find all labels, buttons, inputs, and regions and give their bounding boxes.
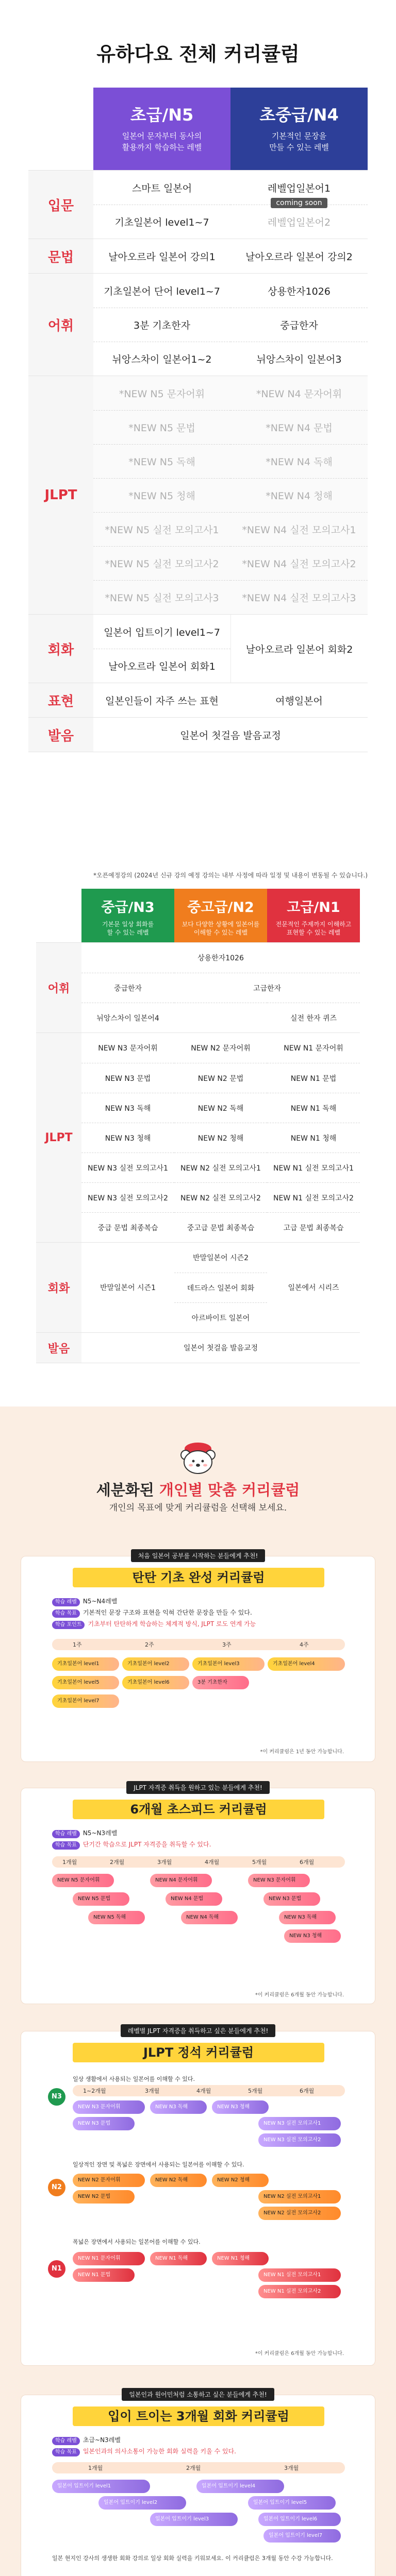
course-label: 레벨업일본어2 <box>267 217 331 228</box>
course-cell[interactable]: 날아오르라 일본어 강의2 <box>245 251 353 263</box>
course-cell[interactable]: *NEW N4 문자어휘 <box>256 388 342 400</box>
course-cell[interactable]: NEW N2 문자어휘 <box>191 1044 251 1053</box>
course-pill[interactable]: 일본어 입트이기 level1 <box>52 2480 150 2493</box>
course-pill[interactable]: NEW N3 청해 <box>212 2100 269 2114</box>
course-pill[interactable]: 일본어 입트이기 level6 <box>258 2513 341 2526</box>
course-cell[interactable]: 고급한자 <box>174 973 360 1003</box>
curriculum-table-advanced <box>36 889 360 1363</box>
card-footnote: *이 커리큘럼은 1년 동안 가능합니다. <box>260 1749 344 1755</box>
course-cell[interactable]: NEW N3 문자어휘 <box>98 1044 158 1053</box>
level-desc: 일상 생활에서 사용되는 일본어를 이해할 수 있다. <box>73 2076 195 2082</box>
course-pill[interactable]: NEW N2 실전 모의고사1 <box>258 2190 341 2204</box>
course-cell[interactable]: 고급 문법 최종복습 <box>267 1212 360 1242</box>
card-footnote: *이 커리큘럼은 6개월 동안 가능합니다. <box>255 1992 344 1998</box>
timeline-label: 3개월 <box>145 2088 160 2094</box>
course-pill[interactable]: 일본어 입트이기 level5 <box>248 2496 336 2510</box>
course-pill[interactable]: 기초일본어 level6 <box>122 1676 189 1689</box>
timeline-label: 2개월 <box>186 2465 201 2471</box>
course-cell[interactable]: NEW N2 청해 <box>174 1123 267 1153</box>
info-key: 학습 레벨 <box>52 2437 80 2445</box>
timeline-label: 3주 <box>222 1641 232 1648</box>
course-pill[interactable]: NEW N3 독해 <box>150 2100 207 2114</box>
card-banner: 6개월 초스피드 커리큘럼 <box>73 1800 324 1819</box>
header-blank <box>28 88 93 170</box>
course-cell[interactable]: NEW N2 실전 모의고사1 <box>174 1153 267 1182</box>
bear-mascot-icon <box>178 1442 218 1476</box>
curriculum-card-speed <box>21 1784 375 2004</box>
course-pill[interactable]: NEW N4 독해 <box>181 1911 238 1924</box>
course-cell[interactable]: *NEW N5 실전 모의고사2 <box>93 546 230 580</box>
course-cell[interactable]: NEW N1 문자어휘 <box>284 1044 343 1053</box>
course-cell[interactable]: 3분 기초한자 <box>93 308 230 342</box>
info-value: 초급~N3레벨 <box>82 2436 121 2444</box>
course-cell[interactable]: 날아오르라 일본어 강의1 <box>108 251 216 263</box>
timeline-header <box>52 2462 345 2473</box>
timeline-header <box>52 1856 345 1868</box>
course-cell[interactable]: 일본어 입트이기 level1~7 <box>104 626 220 638</box>
info-key: 학습 목표 <box>52 1841 80 1850</box>
course-pill[interactable]: 3분 기초한자 <box>192 1676 249 1689</box>
course-cell[interactable]: *NEW N5 문자어휘 <box>119 388 205 400</box>
timeline-label: 3개월 <box>157 1859 172 1866</box>
course-pill[interactable]: NEW N3 문자어휘 <box>73 2100 145 2114</box>
timeline-header <box>73 2085 345 2096</box>
timeline-label: 3개월 <box>284 2465 299 2471</box>
curriculum-table-beginner <box>28 88 368 752</box>
course-cell[interactable]: *NEW N5 독해 <box>93 444 230 478</box>
course-cell[interactable]: 중급한자 <box>230 308 368 342</box>
course-cell[interactable]: *NEW N5 실전 모의고사3 <box>93 580 230 614</box>
card-footnote: 일본 현지인 강사의 생생한 회화 강의로 일상 회화 실력을 키워보세요. 이 커리큘럼은 3개월 동안 수강 가능합니다. <box>52 2555 333 2562</box>
column-title: 중고급/N2 <box>187 900 254 916</box>
title-prefix: 세분화된 <box>96 1481 159 1499</box>
course-cell[interactable]: NEW N1 청해 <box>267 1123 360 1153</box>
course-pill[interactable]: 기초일본어 level7 <box>52 1694 119 1708</box>
row-expression <box>28 683 368 717</box>
timeline-label: 1주 <box>73 1641 82 1648</box>
course-pill[interactable]: 기초일본어 level3 <box>192 1657 265 1671</box>
timeline-label: 2개월 <box>110 1859 125 1866</box>
timeline-label: 4주 <box>300 1641 309 1648</box>
course-cell[interactable]: 일본어 첫걸음 발음교정 <box>183 1344 258 1352</box>
info-value: 기초부터 탄탄하게 학습하는 체계적 방식, JLPT 로도 연계 가능 <box>88 1620 256 1628</box>
course-cell[interactable]: 뉘앙스차이 일본어1~2 <box>93 342 230 376</box>
course-cell[interactable]: *NEW N5 문법 <box>93 410 230 444</box>
course-pill[interactable]: NEW N3 문자어휘 <box>248 1874 310 1887</box>
column-title: 초중급/N4 <box>259 105 339 125</box>
course-cell[interactable]: 반말일본어 시즌1 <box>100 1284 156 1292</box>
course-pill[interactable]: 기초일본어 level4 <box>268 1657 345 1671</box>
title-accent: 개인별 맞춤 커리큘럼 <box>159 1481 300 1499</box>
column-desc: 보다 다양한 상황에 일본어를 이해할 수 있는 레벨 <box>182 921 260 937</box>
info-key: 학습 목표 <box>52 2448 80 2456</box>
course-cell[interactable]: NEW N2 문법 <box>174 1063 267 1093</box>
course-pill[interactable]: NEW N5 문법 <box>73 1892 129 1906</box>
course-cell[interactable]: NEW N3 실전 모의고사1 <box>81 1153 174 1182</box>
course-pill[interactable]: 기초일본어 level1 <box>52 1657 119 1671</box>
course-cell[interactable]: 상용한자1026 <box>268 285 331 297</box>
course-cell[interactable]: 뉘앙스차이 일본어3 <box>230 342 368 376</box>
course-pill[interactable]: NEW N1 실전 모의고사1 <box>258 2268 341 2282</box>
timeline-label: 4개월 <box>205 1859 220 1866</box>
table-header <box>28 88 368 170</box>
row-vocab <box>36 942 360 1032</box>
course-cell[interactable]: *NEW N4 실전 모의고사3 <box>230 580 368 614</box>
column-desc: 일본어 문자부터 동사의 활용까지 학습하는 레벨 <box>122 131 202 152</box>
course-cell[interactable]: 날아오르라 일본어 회화1 <box>93 649 230 683</box>
category-label: 발음 <box>36 1333 81 1363</box>
card-banner: 탄탄 기초 완성 커리큘럼 <box>73 1568 324 1587</box>
course-cell[interactable]: 상용한자1026 <box>197 954 244 962</box>
info-value: 단기간 학습으로 JLPT 자격증을 취득할 수 있다. <box>82 1841 211 1848</box>
course-pill[interactable]: 일본어 입트이기 level4 <box>196 2480 284 2493</box>
column-desc: 기본문 일상 회화를 할 수 있는 레벨 <box>102 921 154 937</box>
course-cell[interactable]: *NEW N5 실전 모의고사1 <box>93 512 230 546</box>
level-badge: N3 <box>48 2088 65 2106</box>
course-cell[interactable]: 기초일본어 level1~7 <box>93 205 230 239</box>
course-pill[interactable]: NEW N5 독해 <box>88 1911 145 1924</box>
info-key: 학습 레벨 <box>52 1598 80 1606</box>
timeline-label: 6개월 <box>300 2088 315 2094</box>
course-pill[interactable]: NEW N2 문자어휘 <box>73 2174 145 2187</box>
course-pill[interactable]: NEW N3 청해 <box>284 1929 341 1943</box>
course-pill[interactable]: NEW N3 문법 <box>73 2117 135 2130</box>
course-cell[interactable]: 기초일본어 단어 level1~7 <box>104 285 220 297</box>
row-pronunciation <box>28 717 368 752</box>
column-title: 고급/N1 <box>287 900 340 916</box>
course-cell[interactable]: *NEW N4 독해 <box>230 444 368 478</box>
course-cell[interactable]: 일본에서 시리즈 <box>288 1284 339 1292</box>
card-tag: 레벨별 JLPT 자격증을 취득하고 싶은 분들에게 추천! <box>121 2024 276 2037</box>
timeline-label: 1~2개월 <box>83 2088 106 2094</box>
course-pill[interactable]: NEW N5 문자어휘 <box>52 1874 114 1887</box>
course-pill[interactable]: NEW N2 문법 <box>73 2190 135 2204</box>
course-cell[interactable]: NEW N3 청해 <box>81 1123 174 1153</box>
timeline-header <box>52 1639 345 1650</box>
info-value: N5~N3레벨 <box>82 1829 118 1837</box>
row-conversation <box>36 1242 360 1332</box>
course-cell[interactable]: 실전 한자 퀴즈 <box>267 1003 360 1032</box>
card-info <box>52 2434 236 2457</box>
course-cell[interactable]: NEW N1 문법 <box>267 1063 360 1093</box>
row-jlpt <box>28 376 368 614</box>
category-label: 어휘 <box>36 943 81 1032</box>
course-pill[interactable]: NEW N3 실전 모의고사2 <box>258 2133 341 2147</box>
category-label: 문법 <box>28 239 93 273</box>
course-pill[interactable]: NEW N2 실전 모의고사2 <box>258 2207 341 2220</box>
timeline-label: 5개월 <box>252 1859 267 1866</box>
card-info <box>52 1596 256 1630</box>
course-cell[interactable]: NEW N1 실전 모의고사1 <box>267 1153 360 1182</box>
category-label: JLPT <box>36 1033 81 1242</box>
category-label: 회화 <box>36 1243 81 1332</box>
course-cell[interactable]: *NEW N5 청해 <box>93 478 230 512</box>
course-pill[interactable]: 일본어 입트이기 level3 <box>150 2513 238 2526</box>
info-value: 기본적인 문장 구조와 표현을 익혀 간단한 문장을 만들 수 있다. <box>82 1609 252 1616</box>
course-cell[interactable]: NEW N1 실전 모의고사2 <box>267 1182 360 1212</box>
course-cell[interactable]: NEW N3 독해 <box>81 1093 174 1123</box>
course-pill[interactable]: 기초일본어 level2 <box>122 1657 189 1671</box>
curriculum-card-jlpt <box>21 2027 375 2366</box>
personal-curriculum-section <box>0 1406 396 2576</box>
row-pronunciation <box>36 1332 360 1363</box>
curriculum-card-basic <box>21 1552 375 1762</box>
course-pill[interactable]: 일본어 입트이기 level7 <box>263 2529 341 2543</box>
category-label: 발음 <box>28 718 93 752</box>
course-cell[interactable]: 스마트 일본어 <box>131 182 192 194</box>
info-key: 학습 목표 <box>52 1609 80 1618</box>
course-cell[interactable]: 아르바이트 일본어 <box>174 1302 267 1332</box>
curriculum-card-conversation <box>21 2391 375 2576</box>
row-intro <box>28 170 368 239</box>
course-cell[interactable]: 데드라스 일본어 회화 <box>174 1273 267 1302</box>
course-pill[interactable]: 기초일본어 level5 <box>52 1676 119 1689</box>
course-cell[interactable]: NEW N3 실전 모의고사2 <box>81 1182 174 1212</box>
level-desc: 일상적인 장면 및 폭넓은 장면에서 사용되는 일본어를 이해할 수 있다. <box>73 2161 244 2168</box>
course-pill[interactable]: NEW N1 문자어휘 <box>73 2252 145 2265</box>
course-pill[interactable]: NEW N3 독해 <box>279 1911 336 1924</box>
course-cell[interactable]: *NEW N4 문법 <box>230 410 368 444</box>
course-cell[interactable]: *NEW N4 청해 <box>230 478 368 512</box>
course-cell[interactable]: NEW N2 실전 모의고사2 <box>174 1182 267 1212</box>
footnote: *오픈예정강의 (2024년 신규 강의 예정 강의는 내부 사정에 따라 일정 및 내용이 변동될 수 있습니다.) <box>93 872 368 879</box>
course-pill[interactable]: NEW N4 문자어휘 <box>150 1874 212 1887</box>
timeline-label: 2주 <box>145 1641 154 1648</box>
course-pill[interactable]: NEW N4 문법 <box>166 1892 222 1906</box>
level-badge: N2 <box>48 2179 65 2196</box>
course-cell[interactable]: *NEW N4 실전 모의고사2 <box>230 546 368 580</box>
course-cell[interactable]: 중급한자 <box>81 973 174 1003</box>
category-label: JLPT <box>28 376 93 614</box>
card-banner: 입이 트이는 3개월 회화 커리큘럼 <box>73 2406 324 2426</box>
category-label: 회화 <box>28 615 93 683</box>
column-desc: 전문적인 주제까지 이해하고 표현할 수 있는 레벨 <box>275 921 352 937</box>
course-cell[interactable]: 일본어 첫걸음 발음교정 <box>180 730 281 741</box>
card-tag: 처음 일본어 공부를 시작하는 분들에게 추천! <box>131 1549 266 1562</box>
level-badge: N1 <box>48 2260 65 2278</box>
column-header-n2 <box>174 889 267 942</box>
course-pill[interactable]: NEW N2 독해 <box>150 2174 207 2187</box>
course-cell[interactable]: 날아오르라 일본어 회화2 <box>230 615 368 683</box>
card-banner: JLPT 정석 커리큘럼 <box>73 2043 324 2062</box>
curriculum-overview-beginner <box>0 0 396 889</box>
info-key: 학습 레벨 <box>52 1830 80 1838</box>
course-cell[interactable]: NEW N1 독해 <box>267 1093 360 1123</box>
course-pill[interactable]: NEW N3 실전 모의고사1 <box>258 2117 341 2130</box>
course-cell[interactable]: NEW N3 문법 <box>81 1063 174 1093</box>
course-cell[interactable]: 중급 문법 최종복습 <box>81 1212 174 1242</box>
column-title: 중급/N3 <box>101 900 155 916</box>
info-value: 일본인과의 의사소통이 가능한 회화 실력을 키울 수 있다. <box>82 2448 236 2455</box>
row-jlpt <box>36 1032 360 1242</box>
course-cell[interactable]: 중고급 문법 최종복습 <box>174 1212 267 1242</box>
column-desc: 기본적인 문장을 만들 수 있는 레벨 <box>269 131 329 152</box>
course-cell[interactable]: *NEW N4 실전 모의고사1 <box>230 512 368 546</box>
timeline-label: 5개월 <box>248 2088 263 2094</box>
course-pill[interactable]: NEW N1 실전 모의고사2 <box>258 2285 341 2298</box>
column-header-n5 <box>93 88 230 170</box>
timeline-label: 1개월 <box>62 1859 77 1866</box>
course-pill[interactable]: NEW N2 청해 <box>212 2174 269 2187</box>
coming-soon-badge: coming soon <box>271 198 327 208</box>
table-header <box>36 889 360 942</box>
card-tag: 일본인과 원어민처럼 소통하고 싶은 분들에게 추천! <box>122 2388 274 2401</box>
category-label: 표현 <box>28 683 93 717</box>
row-grammar <box>28 239 368 273</box>
column-header-n3 <box>81 889 174 942</box>
card-tag: JLPT 자격증 취득을 원하고 있는 분들에게 추천! <box>126 1781 270 1794</box>
section-subtitle: 개인의 목표에 맞게 커리큘럼을 선택해 보세요. <box>109 1503 287 1513</box>
card-footnote: *이 커리큘럼은 6개월 동안 가능합니다. <box>255 2351 344 2357</box>
category-label: 입문 <box>28 171 93 239</box>
course-cell[interactable]: 반말일본어 시즌2 <box>192 1254 249 1262</box>
column-title: 초급/N5 <box>130 105 194 125</box>
course-cell[interactable]: 여행일본어 <box>275 695 323 707</box>
timeline-label: 6개월 <box>300 1859 315 1866</box>
course-pill[interactable]: 일본어 입트이기 level2 <box>98 2496 186 2510</box>
row-vocab <box>28 273 368 376</box>
card-info <box>52 1827 211 1850</box>
course-pill[interactable]: NEW N1 독해 <box>150 2252 207 2265</box>
course-pill[interactable]: NEW N1 문법 <box>73 2268 135 2282</box>
timeline-label: 1개월 <box>88 2465 103 2471</box>
course-cell-upcoming[interactable] <box>230 199 368 239</box>
column-header-n1 <box>267 889 360 942</box>
info-value: N5~N4레벨 <box>82 1598 118 1605</box>
timeline-label: 4개월 <box>196 2088 211 2094</box>
course-cell[interactable]: 레벨업일본어1 <box>267 182 331 194</box>
page-title: 유하다요 전체 커리큘럼 <box>96 43 300 65</box>
level-desc: 폭넓은 장면에서 사용되는 일본어를 이해할 수 있다. <box>73 2239 201 2245</box>
section-title <box>0 1479 396 1500</box>
course-cell[interactable]: 뉘앙스차이 일본어4 <box>81 1003 174 1032</box>
course-cell[interactable]: NEW N2 독해 <box>174 1093 267 1123</box>
column-header-n4 <box>230 88 368 170</box>
info-key: 학습 포인트 <box>52 1621 85 1629</box>
course-pill[interactable]: NEW N1 청해 <box>212 2252 269 2265</box>
course-cell[interactable]: 일본인들이 자주 쓰는 표현 <box>105 695 219 707</box>
curriculum-overview-advanced <box>0 889 396 1406</box>
row-conversation <box>28 614 368 683</box>
course-pill[interactable]: NEW N3 문법 <box>263 1892 320 1906</box>
category-label: 어휘 <box>28 274 93 376</box>
